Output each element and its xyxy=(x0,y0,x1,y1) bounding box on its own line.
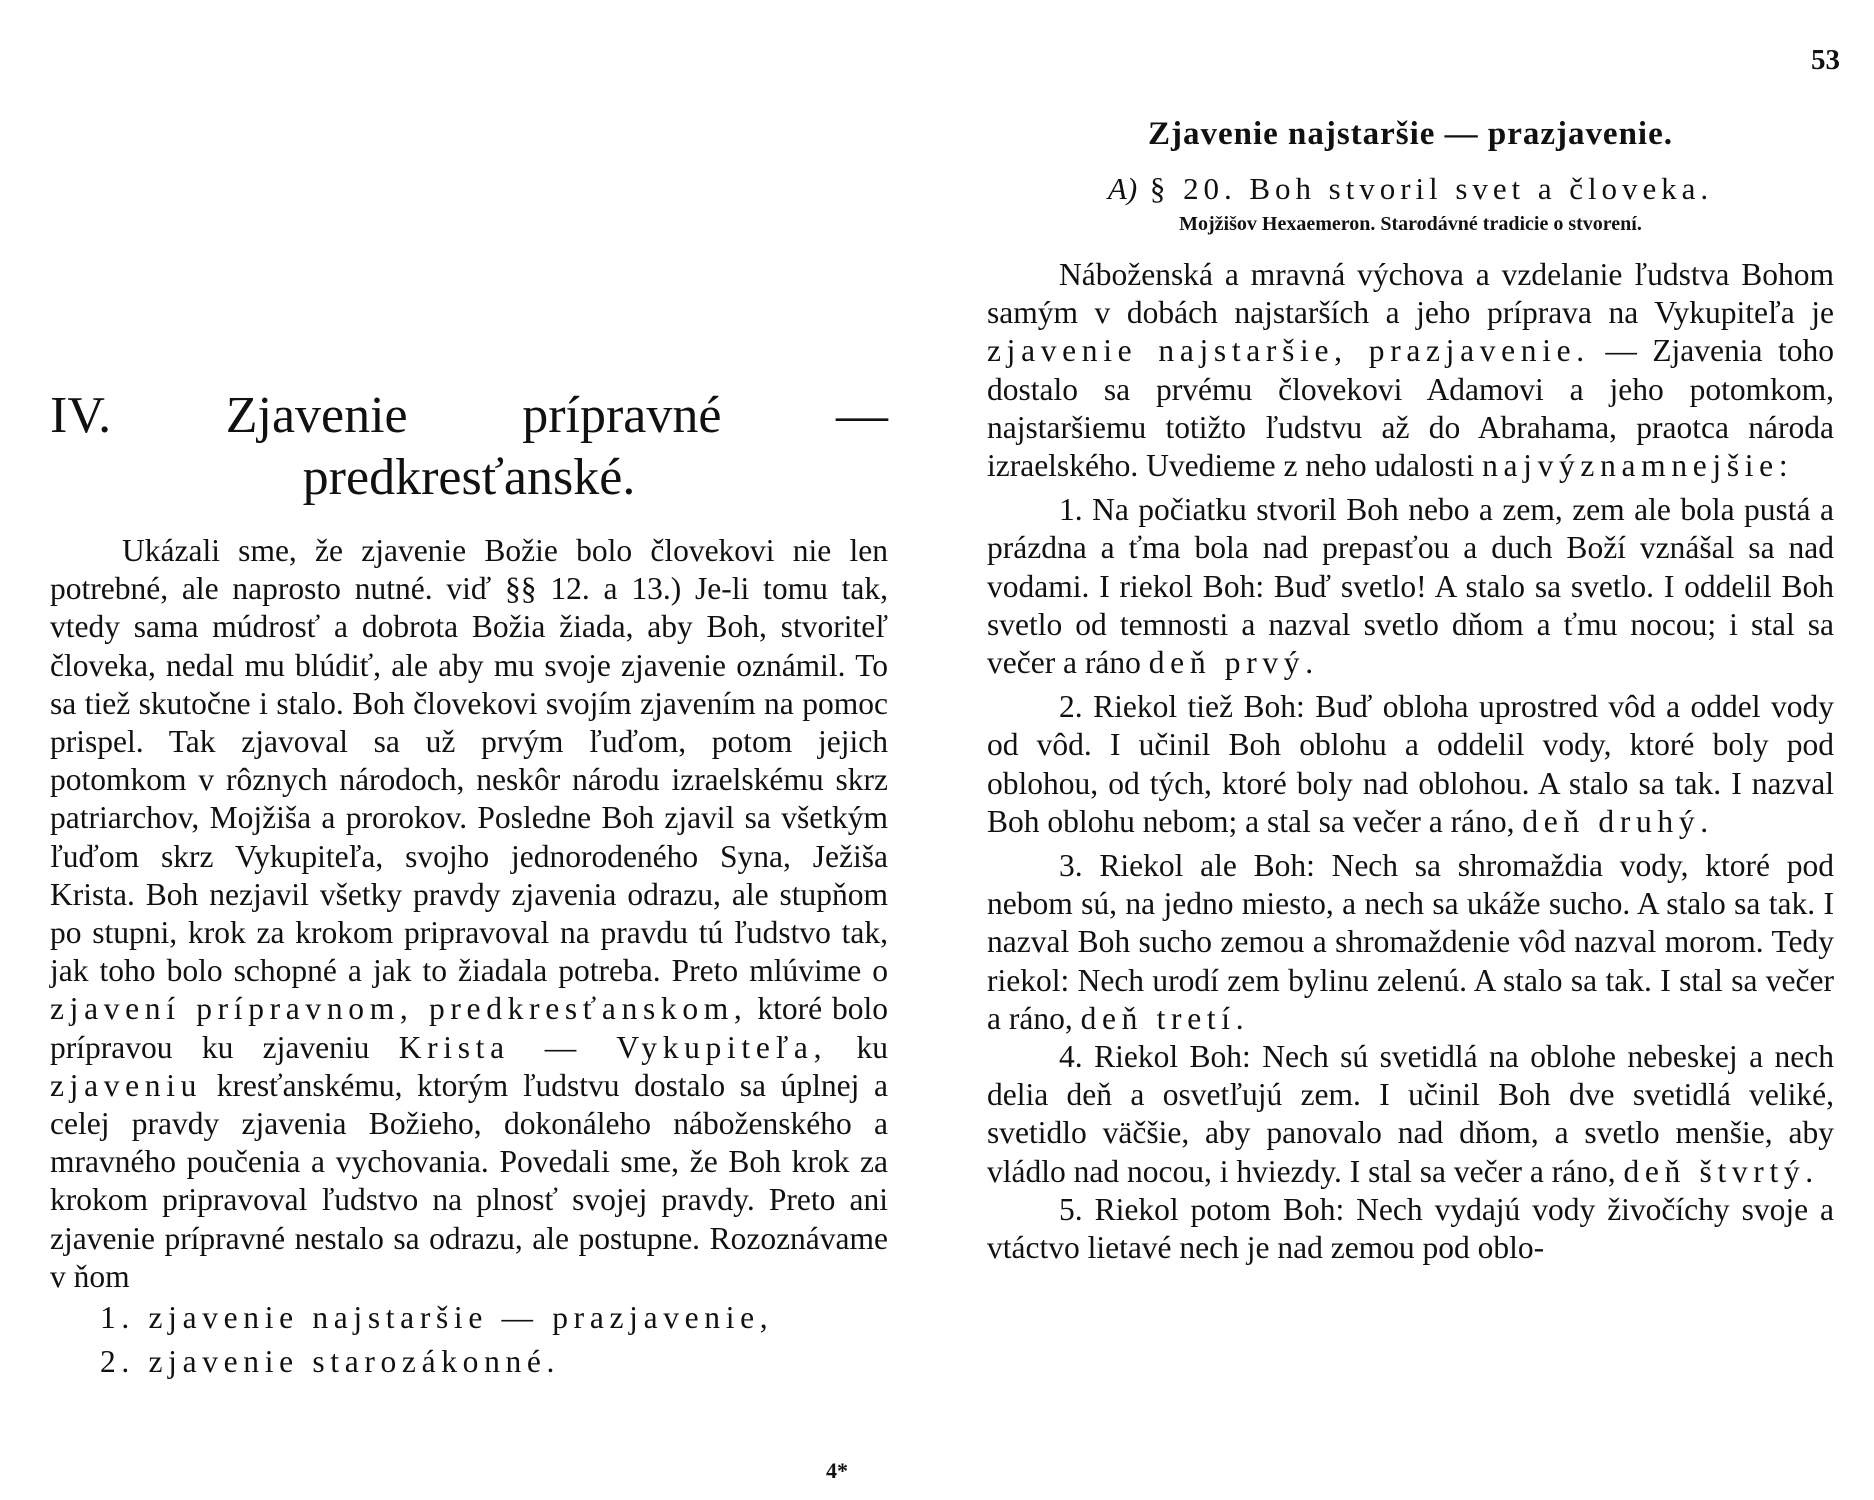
subsection-title: § 20. Boh stvoril svet a človeka. xyxy=(1137,171,1714,206)
list-item: 2. zjavenie starozákonné. xyxy=(100,1344,561,1380)
paragraph-text: ku xyxy=(827,1029,888,1065)
section-title: Zjavenie najstaršie — prazjavenie. xyxy=(1148,116,1673,152)
chapter-title: IV. Zjavenie prípravné — predkresťanské. xyxy=(50,387,888,506)
emphasis-prazjavenie: zjavenie najstaršie, prazjavenie. xyxy=(987,333,1590,369)
paragraph-text: Ukázali sme, že zjavenie Božie bolo človekovi nie len potrebné, ale naprosto nutné. viď §§ 12. a 13.) Je-li tomu tak, vtedy sama múdrosť a dobrota Božia žiada, aby Boh, stvoriteľ človeka, nedal mu blúdiť, ale aby mu svoje zjavenie oznámil. To sa tiež skutočne i stalo. Boh človekovi svojím zjavením na pomoc prispel. Tak zjavoval sa už prvým ľuďom, potom jejich potomkom v rôznych národoch, neskôr národu izraelskému skrz patriarchov, Mojžiša a prorokov. Posledne Boh zjavil sa všetkým ľuďom skrz Vykupiteľa, svojho jednorodeného Syna, Ježiša Krista. Boh nezjavil všetky pravdy zjavenia odrazu, ale stupňom po stupni, krok za krokom pripravoval na pravdu tú ľudstvo tak, jak toho bolo schopné a jak to žiadala potreba. Preto mlúvime o xyxy=(50,533,888,989)
printer-signature: 4* xyxy=(826,1458,848,1483)
day-name: deň druhý. xyxy=(1522,803,1714,839)
day-text: 5. Riekol potom Boh: Nech vydajú vody živočíchy svoje a vtáctvo lietavé nech je nad zemou pod oblo- xyxy=(987,1191,1834,1266)
day-paragraph xyxy=(987,1038,1834,1191)
intro-paragraph xyxy=(50,532,888,1296)
emphasis-revelation: zjaveniu xyxy=(50,1067,203,1103)
day-paragraph xyxy=(987,847,1834,1038)
emphasis-najvyznamnejsie: najvýznamnejšie: xyxy=(1482,448,1794,484)
day-text: 2. Riekol tiež Boh: Buď obloha uprostred vôd a oddel vody od vôd. I učinil Boh oblohu a oddelil vody, ktoré boly pod oblohou, od tých, ktoré boly nad oblohou. A stalo sa tak. I nazval Boh oblohu nebom; a stal sa večer a ráno, xyxy=(987,689,1834,839)
right-page-text xyxy=(987,256,1834,1267)
day-name: deň štvrtý. xyxy=(1623,1153,1819,1189)
emphasis-christ: Krista — Vykupiteľa, xyxy=(398,1029,828,1065)
day-text: 4. Riekol Boh: Nech sú svetidlá na oblohe nebeskej a nech delia deň a osvetľujú zem. I učinil Boh dve svetidlá veliké, svetidlo väčšie, aby panovalo nad dňom, a svetlo menšie, aby vládlo nad nocou, i hviezdy. I stal sa večer a ráno, xyxy=(987,1039,1834,1189)
list-item: 1. zjavenie najstaršie — prazjavenie, xyxy=(100,1300,774,1336)
page-number: 53 xyxy=(1811,44,1840,76)
day-name: deň prvý. xyxy=(1148,645,1319,681)
day-text: 3. Riekol ale Boh: Nech sa shromaždia vody, ktoré pod nebom sú, na jedno miesto, a nech sa ukáže sucho. A stalo sa tak. I nazval Boh sucho zemou a shromaždenie vôd nazval morom. Tedy riekol: Nech urodí zem bylinu zelenú. A stalo sa tak. I stal sa večer a ráno, xyxy=(987,848,1834,1036)
intro-paragraph xyxy=(987,256,1834,485)
day-paragraph xyxy=(987,491,1834,682)
day-paragraph xyxy=(987,688,1834,841)
paragraph-text: — Zjavenia toho dostalo sa prvému človekovi Adamovi a jeho potomkom, najstaršiemu totižto ľudstvu až do Abrahama, praotca národa izraelského. Uvedieme z neho udalosti xyxy=(987,333,1834,484)
emphasis-prepartory-revelation: zjavení prípravnom, predkresťanskom, xyxy=(50,991,748,1027)
left-page-text xyxy=(50,532,888,1384)
paragraph-text: kresťanskému, ktorým ľudstvu dostalo sa úplnej a celej pravdy zjavenia Božieho, dokonáleho náboženského a mravného poučenia a vychovania. Povedali sme, že Boh krok za krokom pripravoval ľudstvo na plnosť svojej pravdy. Preto ani zjavenie prípravné nestalo sa odrazu, ale postupne. Rozoznávame v ňom xyxy=(50,1067,888,1294)
paragraph-text: Náboženská a mravná výchova a vzdelanie ľudstva Bohom samým v dobách najstarších a jeho príprava na Vykupiteľa je xyxy=(987,257,1834,331)
subsection-heading xyxy=(987,171,1834,207)
day-name: deň tretí. xyxy=(1080,1000,1250,1036)
day-text: 1. Na počiatku stvoril Boh nebo a zem, zem ale bola pustá a prázdna a ťma bola nad prepasťou a duch Boží vznášal sa nad vodami. I riekol Boh: Buď svetlo! A stalo sa svetlo. I oddelil Boh svetlo od temnosti a nazval svetlo dňom a ťmu nocou; i stal sa večer a ráno xyxy=(987,492,1834,681)
subsection-subtitle: Mojžišov Hexaemeron. Starodávné tradicie o stvorení. xyxy=(1179,213,1642,235)
day-paragraph xyxy=(987,1191,1834,1267)
subsection-label: A) xyxy=(1107,171,1138,206)
paragraph-text: ktoré bolo prípravou ku zjaveniu xyxy=(50,991,888,1065)
